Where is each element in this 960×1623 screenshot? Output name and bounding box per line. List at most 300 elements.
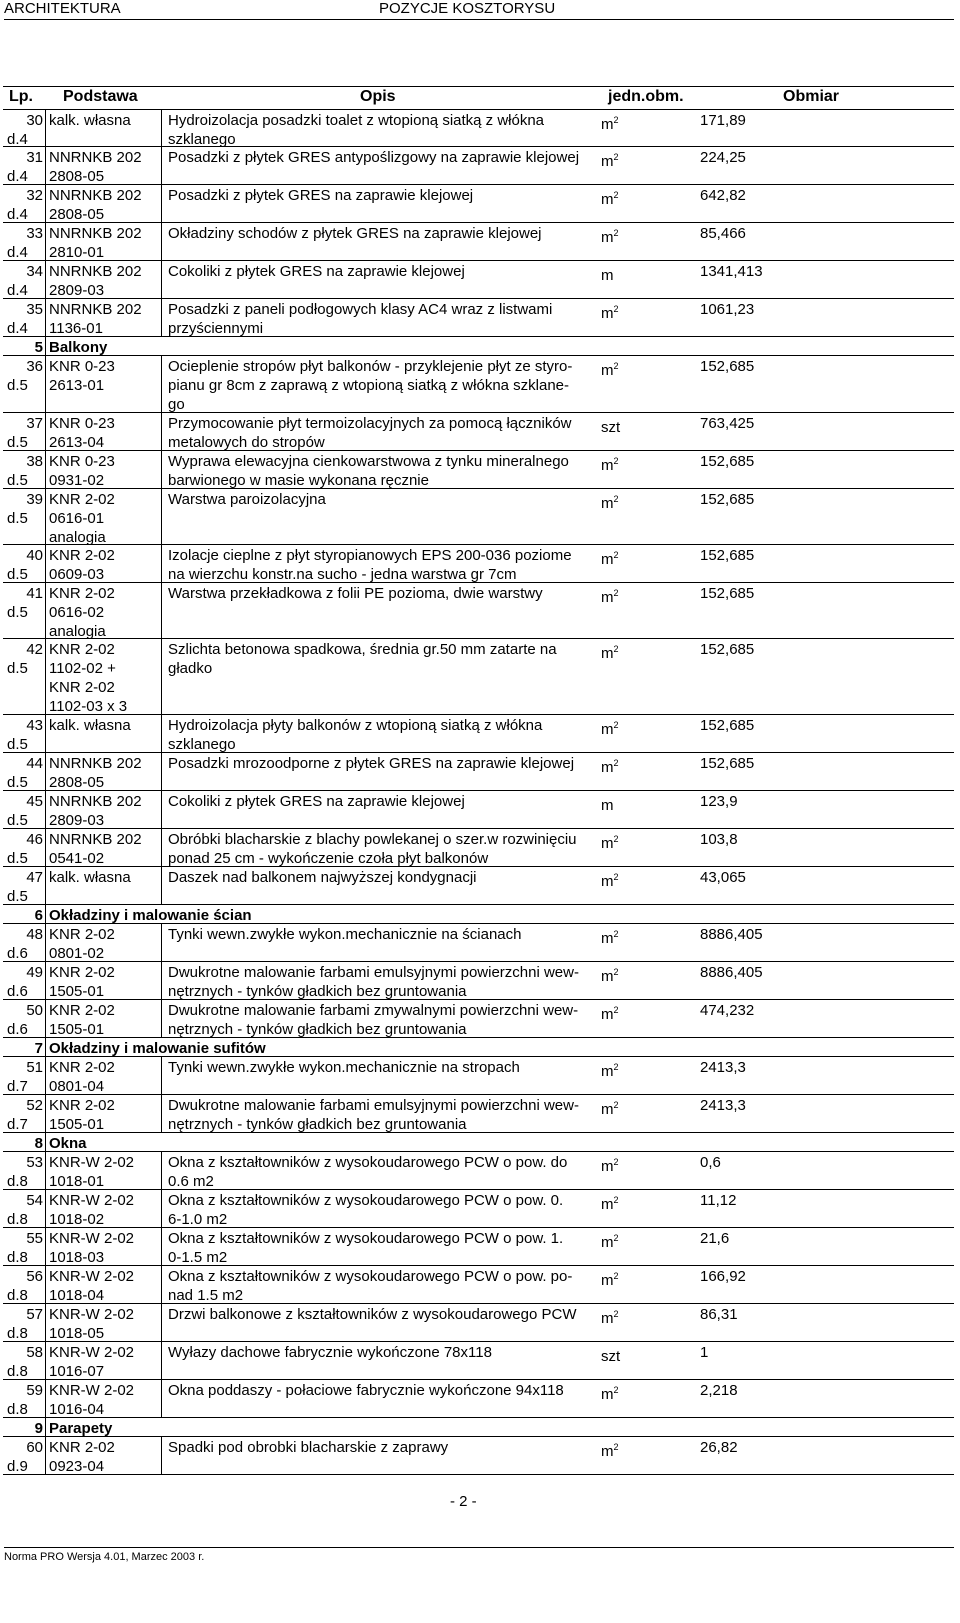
item-division: d.5 bbox=[7, 566, 28, 583]
item-number: 43 bbox=[26, 717, 43, 734]
column-divider bbox=[45, 639, 46, 714]
table-row bbox=[3, 962, 954, 1000]
unit-text: m bbox=[601, 930, 614, 947]
column-divider bbox=[45, 1095, 46, 1132]
item-number: 53 bbox=[26, 1154, 43, 1171]
item-unit bbox=[601, 1381, 619, 1404]
item-number: 31 bbox=[26, 149, 43, 166]
item-division: d.9 bbox=[7, 1458, 28, 1475]
item-unit bbox=[601, 1191, 619, 1214]
unit-exponent: 2 bbox=[613, 361, 619, 371]
unit-text: m bbox=[601, 1006, 614, 1023]
item-number: 42 bbox=[26, 641, 43, 658]
unit-text: m bbox=[601, 267, 614, 284]
item-description: Okna z kształtowników z wysokoudarowego PCW o pow. 1. 0-1.5 m2 bbox=[168, 1230, 564, 1266]
item-basis: kalk. własna bbox=[49, 717, 131, 734]
item-unit bbox=[601, 148, 619, 171]
item-division: d.4 bbox=[7, 206, 28, 223]
column-divider bbox=[45, 1418, 46, 1436]
column-divider bbox=[161, 1380, 162, 1417]
column-divider bbox=[45, 1228, 46, 1265]
column-divider bbox=[45, 356, 46, 412]
column-divider bbox=[45, 1266, 46, 1303]
item-quantity: 123,9 bbox=[700, 793, 738, 810]
table-row bbox=[3, 1057, 954, 1095]
item-description: Cokoliki z płytek GRES na zaprawie klejowej bbox=[168, 793, 465, 810]
column-divider bbox=[161, 110, 162, 146]
column-divider bbox=[45, 924, 46, 961]
item-basis: KNR 2-02 0801-02 bbox=[49, 926, 115, 962]
item-division: d.8 bbox=[7, 1363, 28, 1380]
unit-text: m bbox=[601, 1063, 614, 1080]
item-unit bbox=[601, 546, 619, 569]
page-number: - 2 - bbox=[450, 1493, 477, 1510]
unit-exponent: 2 bbox=[613, 1100, 619, 1110]
column-divider bbox=[161, 451, 162, 488]
item-division: d.5 bbox=[7, 850, 28, 867]
column-divider bbox=[45, 110, 46, 146]
item-description: Okna poddaszy - połaciowe fabrycznie wykończone 94x118 bbox=[168, 1382, 564, 1399]
table-row bbox=[3, 1380, 954, 1418]
item-unit bbox=[601, 1058, 619, 1081]
column-divider bbox=[45, 489, 46, 544]
unit-text: m bbox=[601, 191, 614, 208]
cost-items-table bbox=[3, 86, 954, 1475]
item-division: d.4 bbox=[7, 168, 28, 185]
item-description: Tynki wewn.zwykłe wykon.mechanicznie na stropach bbox=[168, 1059, 520, 1076]
item-basis: KNR-W 2-02 1018-03 bbox=[49, 1230, 135, 1266]
item-number: 37 bbox=[26, 415, 43, 432]
table-header bbox=[3, 86, 954, 110]
col-lp: Lp. bbox=[9, 88, 33, 105]
item-description: Przymocowanie płyt termoizolacyjnych za pomocą łączników metalowych do stropów bbox=[168, 415, 572, 451]
table-row bbox=[3, 1190, 954, 1228]
item-division: d.8 bbox=[7, 1249, 28, 1266]
item-description: Ocieplenie stropów płyt balkonów - przyklejenie płyt ze styro- pianu gr 8cm z zaprawą z wtopioną siatką z włókna szklane- go bbox=[168, 358, 573, 413]
table-row bbox=[3, 1228, 954, 1266]
item-number: 47 bbox=[26, 869, 43, 886]
item-unit bbox=[601, 414, 620, 437]
column-divider bbox=[161, 1437, 162, 1474]
column-divider bbox=[161, 1000, 162, 1037]
unit-exponent: 2 bbox=[613, 588, 619, 598]
item-division: d.8 bbox=[7, 1287, 28, 1304]
item-quantity: 1061,23 bbox=[700, 301, 755, 318]
item-basis: KNR 2-02 0616-01 analogia bbox=[49, 491, 115, 546]
column-divider bbox=[161, 489, 162, 544]
item-unit bbox=[601, 300, 619, 323]
item-quantity: 103,8 bbox=[700, 831, 738, 848]
item-quantity: 474,232 bbox=[700, 1002, 755, 1019]
table-row bbox=[3, 583, 954, 639]
unit-text: m bbox=[601, 457, 614, 474]
item-quantity: 26,82 bbox=[700, 1439, 738, 1456]
unit-exponent: 2 bbox=[613, 967, 619, 977]
column-divider bbox=[45, 413, 46, 450]
unit-text: m bbox=[601, 495, 614, 512]
item-unit bbox=[601, 1096, 619, 1119]
unit-text: szt bbox=[601, 1348, 621, 1365]
item-unit bbox=[601, 262, 614, 285]
unit-text: m bbox=[601, 873, 614, 890]
item-division: d.6 bbox=[7, 945, 28, 962]
item-number: 55 bbox=[26, 1230, 43, 1247]
item-quantity: 642,82 bbox=[700, 187, 746, 204]
item-basis: KNR 0-23 2613-04 bbox=[49, 415, 115, 451]
item-unit bbox=[601, 792, 614, 815]
item-basis: NNRNKB 202 0541-02 bbox=[49, 831, 142, 867]
item-basis: kalk. własna bbox=[49, 112, 131, 129]
col-opis: Opis bbox=[360, 88, 396, 105]
unit-exponent: 2 bbox=[613, 494, 619, 504]
item-description: Warstwa paroizolacyjna bbox=[168, 491, 326, 508]
section-number: 7 bbox=[34, 1040, 43, 1057]
unit-text: m bbox=[601, 1101, 614, 1118]
unit-text: m bbox=[601, 1272, 614, 1289]
item-basis: KNR-W 2-02 1016-07 bbox=[49, 1344, 135, 1380]
table-row bbox=[3, 1342, 954, 1380]
item-description: Obróbki blacharskie z blachy powlekanej o szer.w rozwinięciu ponad 25 cm - wykończenie czoła płyt balkonów bbox=[168, 831, 577, 867]
unit-text: m bbox=[601, 1234, 614, 1251]
item-description: Wyłazy dachowe fabrycznie wykończone 78x118 bbox=[168, 1344, 492, 1361]
column-divider bbox=[45, 337, 46, 355]
item-quantity: 152,685 bbox=[700, 755, 755, 772]
unit-text: m bbox=[601, 1158, 614, 1175]
item-basis: NNRNKB 202 2808-05 bbox=[49, 187, 142, 223]
unit-exponent: 2 bbox=[613, 456, 619, 466]
item-basis: NNRNKB 202 2810-01 bbox=[49, 225, 142, 261]
item-basis: KNR 2-02 1505-01 bbox=[49, 964, 115, 1000]
column-divider bbox=[45, 1342, 46, 1379]
item-division: d.8 bbox=[7, 1211, 28, 1228]
item-unit bbox=[601, 1001, 619, 1024]
item-division: d.4 bbox=[7, 282, 28, 299]
unit-exponent: 2 bbox=[613, 115, 619, 125]
item-division: d.8 bbox=[7, 1325, 28, 1342]
section-number: 8 bbox=[34, 1135, 43, 1152]
item-division: d.7 bbox=[7, 1116, 28, 1133]
item-quantity: 763,425 bbox=[700, 415, 755, 432]
item-description: Dwukrotne malowanie farbami zmywalnymi powierzchni wew- nętrznych - tynków gładkich bez gruntowania bbox=[168, 1002, 579, 1038]
item-basis: kalk. własna bbox=[49, 869, 131, 886]
column-divider bbox=[161, 1304, 162, 1341]
item-number: 49 bbox=[26, 964, 43, 981]
item-basis: KNR 2-02 0923-04 bbox=[49, 1439, 115, 1475]
item-quantity: 1341,413 bbox=[700, 263, 763, 280]
section-row bbox=[3, 1418, 954, 1437]
column-divider bbox=[161, 545, 162, 582]
item-division: d.6 bbox=[7, 1021, 28, 1038]
column-divider bbox=[45, 1000, 46, 1037]
unit-exponent: 2 bbox=[613, 1005, 619, 1015]
item-quantity: 85,466 bbox=[700, 225, 746, 242]
col-jedn: jedn.obm. bbox=[608, 88, 684, 105]
item-quantity: 152,685 bbox=[700, 547, 755, 564]
item-description: Posadzki mrozoodporne z płytek GRES na zaprawie klejowej bbox=[168, 755, 575, 772]
unit-text: m bbox=[601, 759, 614, 776]
column-divider bbox=[161, 147, 162, 184]
item-number: 35 bbox=[26, 301, 43, 318]
column-divider bbox=[161, 962, 162, 999]
item-number: 56 bbox=[26, 1268, 43, 1285]
table-row bbox=[3, 639, 954, 715]
item-quantity: 11,12 bbox=[700, 1192, 737, 1209]
unit-text: szt bbox=[601, 419, 621, 436]
unit-text: m bbox=[601, 229, 614, 246]
item-description: Hydroizolacja płyty balkonów z wtopioną siatką z włókna szklanego bbox=[168, 717, 543, 753]
item-description: Posadzki z paneli podłogowych klasy AC4 wraz z listwami przyściennymi bbox=[168, 301, 553, 337]
item-number: 54 bbox=[26, 1192, 43, 1209]
item-division: d.8 bbox=[7, 1401, 28, 1418]
item-description: Okna z kształtowników z wysokoudarowego PCW o pow. do 0.6 m2 bbox=[168, 1154, 568, 1190]
item-unit bbox=[601, 830, 619, 853]
section-number: 5 bbox=[34, 339, 43, 356]
item-division: d.7 bbox=[7, 1078, 28, 1095]
column-divider bbox=[45, 185, 46, 222]
table-row bbox=[3, 356, 954, 413]
item-number: 39 bbox=[26, 491, 43, 508]
item-basis: NNRNKB 202 1136-01 bbox=[49, 301, 142, 337]
item-number: 48 bbox=[26, 926, 43, 943]
header-document-title: POZYCJE KOSZTORYSU bbox=[379, 0, 556, 17]
footer-rule bbox=[4, 1547, 954, 1548]
item-quantity: 152,685 bbox=[700, 453, 755, 470]
column-divider bbox=[161, 1152, 162, 1189]
item-basis: NNRNKB 202 2809-03 bbox=[49, 793, 142, 829]
item-division: d.5 bbox=[7, 434, 28, 451]
item-unit bbox=[601, 1305, 619, 1328]
unit-text: m bbox=[601, 1310, 614, 1327]
item-division: d.8 bbox=[7, 1173, 28, 1190]
column-divider bbox=[45, 1304, 46, 1341]
column-divider bbox=[45, 829, 46, 866]
unit-exponent: 2 bbox=[613, 190, 619, 200]
section-title: Okna bbox=[49, 1135, 87, 1152]
item-basis: NNRNKB 202 2809-03 bbox=[49, 263, 142, 299]
unit-text: m bbox=[601, 835, 614, 852]
item-description: Dwukrotne malowanie farbami emulsyjnymi powierzchni wew- nętrznych - tynków gładkich bez gruntowania bbox=[168, 1097, 579, 1133]
table-row bbox=[3, 1437, 954, 1475]
unit-exponent: 2 bbox=[613, 1271, 619, 1281]
column-divider bbox=[161, 715, 162, 752]
item-quantity: 152,685 bbox=[700, 585, 755, 602]
column-divider bbox=[45, 1057, 46, 1094]
unit-text: m bbox=[601, 968, 614, 985]
column-divider bbox=[45, 867, 46, 904]
item-number: 30 bbox=[26, 112, 43, 129]
item-quantity: 21,6 bbox=[700, 1230, 730, 1247]
item-quantity: 152,685 bbox=[700, 717, 755, 734]
column-divider bbox=[161, 791, 162, 828]
table-row bbox=[3, 147, 954, 185]
item-number: 33 bbox=[26, 225, 43, 242]
item-description: Cokoliki z płytek GRES na zaprawie klejowej bbox=[168, 263, 465, 280]
item-basis: KNR 2-02 0616-02 analogia bbox=[49, 585, 115, 640]
item-division: d.5 bbox=[7, 888, 28, 905]
table-row bbox=[3, 715, 954, 753]
item-description: Daszek nad balkonem najwyższej kondygnacji bbox=[168, 869, 477, 886]
item-unit bbox=[601, 868, 619, 891]
column-divider bbox=[45, 715, 46, 752]
table-row bbox=[3, 545, 954, 583]
column-divider bbox=[45, 451, 46, 488]
item-unit bbox=[601, 357, 619, 380]
item-division: d.5 bbox=[7, 812, 28, 829]
item-quantity: 43,065 bbox=[700, 869, 746, 886]
item-unit bbox=[601, 640, 619, 663]
column-divider bbox=[161, 753, 162, 790]
item-number: 57 bbox=[26, 1306, 43, 1323]
item-number: 45 bbox=[26, 793, 43, 810]
header-rule bbox=[4, 19, 954, 20]
item-division: d.4 bbox=[7, 131, 28, 148]
item-number: 34 bbox=[26, 263, 43, 280]
item-division: d.5 bbox=[7, 736, 28, 753]
column-divider bbox=[45, 1133, 46, 1151]
item-division: d.4 bbox=[7, 244, 28, 261]
unit-text: m bbox=[601, 362, 614, 379]
column-divider bbox=[45, 753, 46, 790]
item-division: d.5 bbox=[7, 510, 28, 527]
column-divider bbox=[161, 223, 162, 260]
item-division: d.5 bbox=[7, 377, 28, 394]
unit-text: m bbox=[601, 305, 614, 322]
column-divider bbox=[45, 261, 46, 298]
column-divider bbox=[161, 639, 162, 714]
item-basis: KNR-W 2-02 1018-05 bbox=[49, 1306, 135, 1342]
table-row bbox=[3, 753, 954, 791]
item-unit bbox=[601, 224, 619, 247]
item-unit bbox=[601, 754, 619, 777]
column-divider bbox=[161, 356, 162, 412]
section-number: 6 bbox=[34, 907, 43, 924]
col-podstawa: Podstawa bbox=[63, 88, 138, 105]
unit-exponent: 2 bbox=[613, 834, 619, 844]
column-divider bbox=[45, 1380, 46, 1417]
table-row bbox=[3, 1266, 954, 1304]
unit-text: m bbox=[601, 116, 614, 133]
item-number: 58 bbox=[26, 1344, 43, 1361]
table-row bbox=[3, 1000, 954, 1038]
unit-exponent: 2 bbox=[613, 720, 619, 730]
unit-text: m bbox=[601, 1386, 614, 1403]
item-quantity: 152,685 bbox=[700, 641, 755, 658]
unit-exponent: 2 bbox=[613, 1195, 619, 1205]
unit-text: m bbox=[601, 1196, 614, 1213]
table-row bbox=[3, 1304, 954, 1342]
item-description: Szlichta betonowa spadkowa, średnia gr.50 mm zatarte na gładko bbox=[168, 641, 557, 677]
column-divider bbox=[161, 867, 162, 904]
item-quantity: 166,92 bbox=[700, 1268, 746, 1285]
item-number: 52 bbox=[26, 1097, 43, 1114]
item-description: Spadki pod obrobki blacharskie z zaprawy bbox=[168, 1439, 449, 1456]
unit-text: m bbox=[601, 1443, 614, 1460]
item-division: d.5 bbox=[7, 774, 28, 791]
column-divider bbox=[45, 1437, 46, 1474]
item-division: d.5 bbox=[7, 604, 28, 621]
item-quantity: 8886,405 bbox=[700, 964, 763, 981]
item-description: Izolacje cieplne z płyt styropianowych EPS 200-036 poziome na wierzchu konstr.na sucho - jedna warstwa gr 7cm bbox=[168, 547, 572, 583]
item-basis: KNR 2-02 1505-01 bbox=[49, 1097, 115, 1133]
section-title: Okładziny i malowanie sufitów bbox=[49, 1040, 266, 1057]
item-description: Posadzki z płytek GRES na zaprawie klejowej bbox=[168, 187, 474, 204]
item-number: 32 bbox=[26, 187, 43, 204]
unit-exponent: 2 bbox=[613, 1233, 619, 1243]
item-description: Hydroizolacja posadzki toalet z wtopioną siatką z włókna szklanego bbox=[168, 112, 545, 148]
unit-text: m bbox=[601, 721, 614, 738]
item-unit bbox=[601, 963, 619, 986]
item-quantity: 8886,405 bbox=[700, 926, 763, 943]
column-divider bbox=[45, 905, 46, 923]
item-quantity: 152,685 bbox=[700, 358, 755, 375]
item-quantity: 86,31 bbox=[700, 1306, 738, 1323]
section-title: Okładziny i malowanie ścian bbox=[49, 907, 252, 924]
column-divider bbox=[45, 147, 46, 184]
table-row bbox=[3, 299, 954, 337]
unit-exponent: 2 bbox=[613, 1309, 619, 1319]
item-unit bbox=[601, 111, 619, 134]
item-basis: KNR 0-23 0931-02 bbox=[49, 453, 115, 489]
column-divider bbox=[161, 829, 162, 866]
item-number: 59 bbox=[26, 1382, 43, 1399]
item-description: Okna z kształtowników z wysokoudarowego PCW o pow. po- nad 1.5 m2 bbox=[168, 1268, 573, 1304]
item-basis: KNR 2-02 1505-01 bbox=[49, 1002, 115, 1038]
unit-exponent: 2 bbox=[613, 550, 619, 560]
item-division: d.4 bbox=[7, 320, 28, 337]
item-quantity: 171,89 bbox=[700, 112, 746, 129]
table-row bbox=[3, 924, 954, 962]
column-divider bbox=[45, 583, 46, 638]
section-row bbox=[3, 905, 954, 924]
column-divider bbox=[161, 1342, 162, 1379]
item-unit bbox=[601, 716, 619, 739]
unit-exponent: 2 bbox=[613, 1385, 619, 1395]
item-basis: KNR 2-02 1102-02 + KNR 2-02 1102-03 x 3 bbox=[49, 641, 128, 715]
section-title: Balkony bbox=[49, 339, 108, 356]
item-quantity: 0,6 bbox=[700, 1154, 721, 1171]
item-division: d.5 bbox=[7, 660, 28, 677]
item-unit bbox=[601, 1153, 619, 1176]
unit-text: m bbox=[601, 797, 614, 814]
unit-text: m bbox=[601, 551, 614, 568]
section-title: Parapety bbox=[49, 1420, 113, 1437]
unit-exponent: 2 bbox=[613, 758, 619, 768]
unit-exponent: 2 bbox=[613, 304, 619, 314]
footer-text: Norma PRO Wersja 4.01, Marzec 2003 r. bbox=[4, 1551, 205, 1563]
item-description: Drzwi balkonowe z kształtowników z wysokoudarowego PCW bbox=[168, 1306, 577, 1323]
column-divider bbox=[45, 1190, 46, 1227]
item-quantity: 2413,3 bbox=[700, 1097, 746, 1114]
item-division: d.5 bbox=[7, 472, 28, 489]
item-unit bbox=[601, 1229, 619, 1252]
item-unit bbox=[601, 490, 619, 513]
table-row bbox=[3, 1095, 954, 1133]
item-unit bbox=[601, 452, 619, 475]
section-row bbox=[3, 1133, 954, 1152]
item-basis: KNR 0-23 2613-01 bbox=[49, 358, 115, 394]
table-row bbox=[3, 185, 954, 223]
unit-exponent: 2 bbox=[613, 1157, 619, 1167]
item-basis: NNRNKB 202 2808-05 bbox=[49, 149, 142, 185]
unit-text: m bbox=[601, 645, 614, 662]
column-divider bbox=[161, 1228, 162, 1265]
column-divider bbox=[161, 185, 162, 222]
item-number: 41 bbox=[26, 585, 43, 602]
item-unit bbox=[601, 925, 619, 948]
section-number: 9 bbox=[34, 1420, 43, 1437]
item-basis: KNR-W 2-02 1018-01 bbox=[49, 1154, 135, 1190]
column-divider bbox=[161, 1095, 162, 1132]
